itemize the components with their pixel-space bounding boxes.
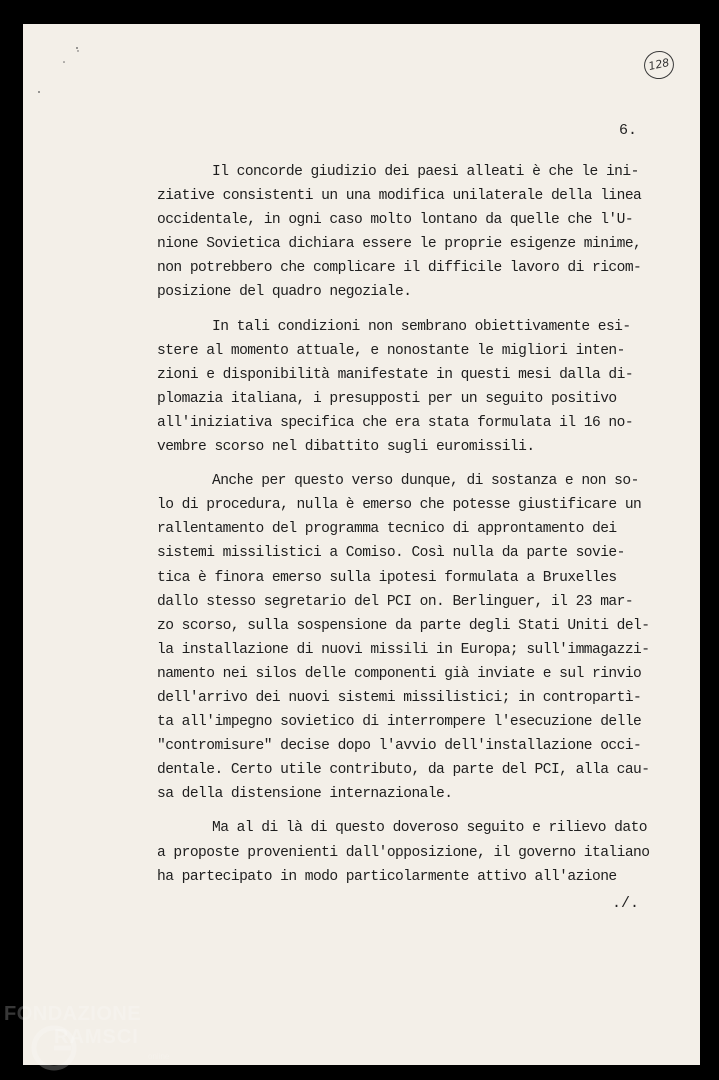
- text-line: sa della distensione internazionale.: [157, 786, 453, 803]
- text-line: ziative consistenti un una modifica unilaterale della linea: [157, 188, 642, 205]
- text-line: occidentale, in ogni caso molto lontano da quelle che l'U-: [157, 212, 634, 229]
- text-line: posizione del quadro negoziale.: [157, 284, 412, 301]
- text-line: ta all'impegno sovietico di interrompere l'esecuzione delle: [157, 714, 642, 731]
- text-line: a proposte provenienti dall'opposizione, il governo italiano: [157, 844, 650, 861]
- text-line: dallo stesso segretario del PCI on. Berlinguer, il 23 mar-: [157, 593, 634, 610]
- watermark-line1: FONDAZIONE: [4, 1003, 142, 1025]
- text-line: nione Sovietica dichiara essere le proprie esigenze minime,: [157, 236, 642, 253]
- text-line: zioni e disponibilità manifestate in questi mesi dalla di-: [157, 366, 634, 383]
- text-line: tica è finora emerso sulla ipotesi formulata a Bruxelles: [157, 569, 617, 586]
- text-line: In tali condizioni non sembrano obiettivamente esi-: [212, 318, 631, 335]
- text-line: vembre scorso nel dibattito sugli euromissili.: [157, 439, 535, 456]
- text-line: lo di procedura, nulla è emerso che potesse giustificare un: [157, 497, 642, 514]
- text-line: dentale. Certo utile contributo, da parte del PCI, alla cau-: [157, 762, 650, 779]
- text-line: all'iniziativa specifica che era stata formulata il 16 no-: [157, 414, 634, 431]
- text-line: rallentamento del programma tecnico di approntamento dei: [157, 521, 617, 538]
- archive-stamp: 128: [641, 48, 676, 82]
- text-line: namento nei silos delle componenti già inviate e sul rinvio: [157, 665, 642, 682]
- text-line: zo scorso, sulla sospensione da parte degli Stati Uniti del-: [157, 617, 650, 634]
- text-line: Anche per questo verso dunque, di sostanza e non so-: [212, 473, 639, 490]
- text-line: stere al momento attuale, e nonostante le migliori inten-: [157, 342, 625, 359]
- watermark: [4, 1003, 184, 1078]
- paragraph: [157, 816, 657, 888]
- text-line: Il concorde giudizio dei paesi alleati è che le ini-: [212, 164, 639, 180]
- text-line: plomazia italiana, i presupposti per un seguito positivo: [157, 390, 617, 407]
- watermark-line2: RAMSCI: [54, 1026, 139, 1048]
- document-body: [157, 160, 657, 899]
- continuation-mark: ./.: [612, 895, 640, 912]
- paper-specks: [37, 42, 87, 102]
- watermark-suffix: online: [148, 1052, 170, 1061]
- paragraph: [157, 469, 657, 806]
- text-line: dell'arrivo dei nuovi sistemi missilistici; in contropartì-: [157, 689, 642, 706]
- page-number: 6.: [619, 122, 638, 139]
- text-line: sistemi missilistici a Comiso. Così nulla da parte sovie-: [157, 545, 625, 562]
- paragraph: [157, 160, 657, 305]
- text-line: Ma al di là di questo doveroso seguito e rilievo dato: [212, 820, 648, 837]
- text-line: "contromisure" decise dopo l'avvio dell'installazione occi-: [157, 738, 642, 755]
- paragraph: [157, 315, 657, 460]
- text-line: non potrebbero che complicare il difficile lavoro di ricom-: [157, 260, 642, 277]
- text-line: la installazione di nuovi missili in Europa; sull'immagazzi-: [157, 641, 650, 658]
- text-line: ha partecipato in modo particolarmente attivo all'azione: [157, 868, 617, 885]
- document-page: [23, 24, 700, 1065]
